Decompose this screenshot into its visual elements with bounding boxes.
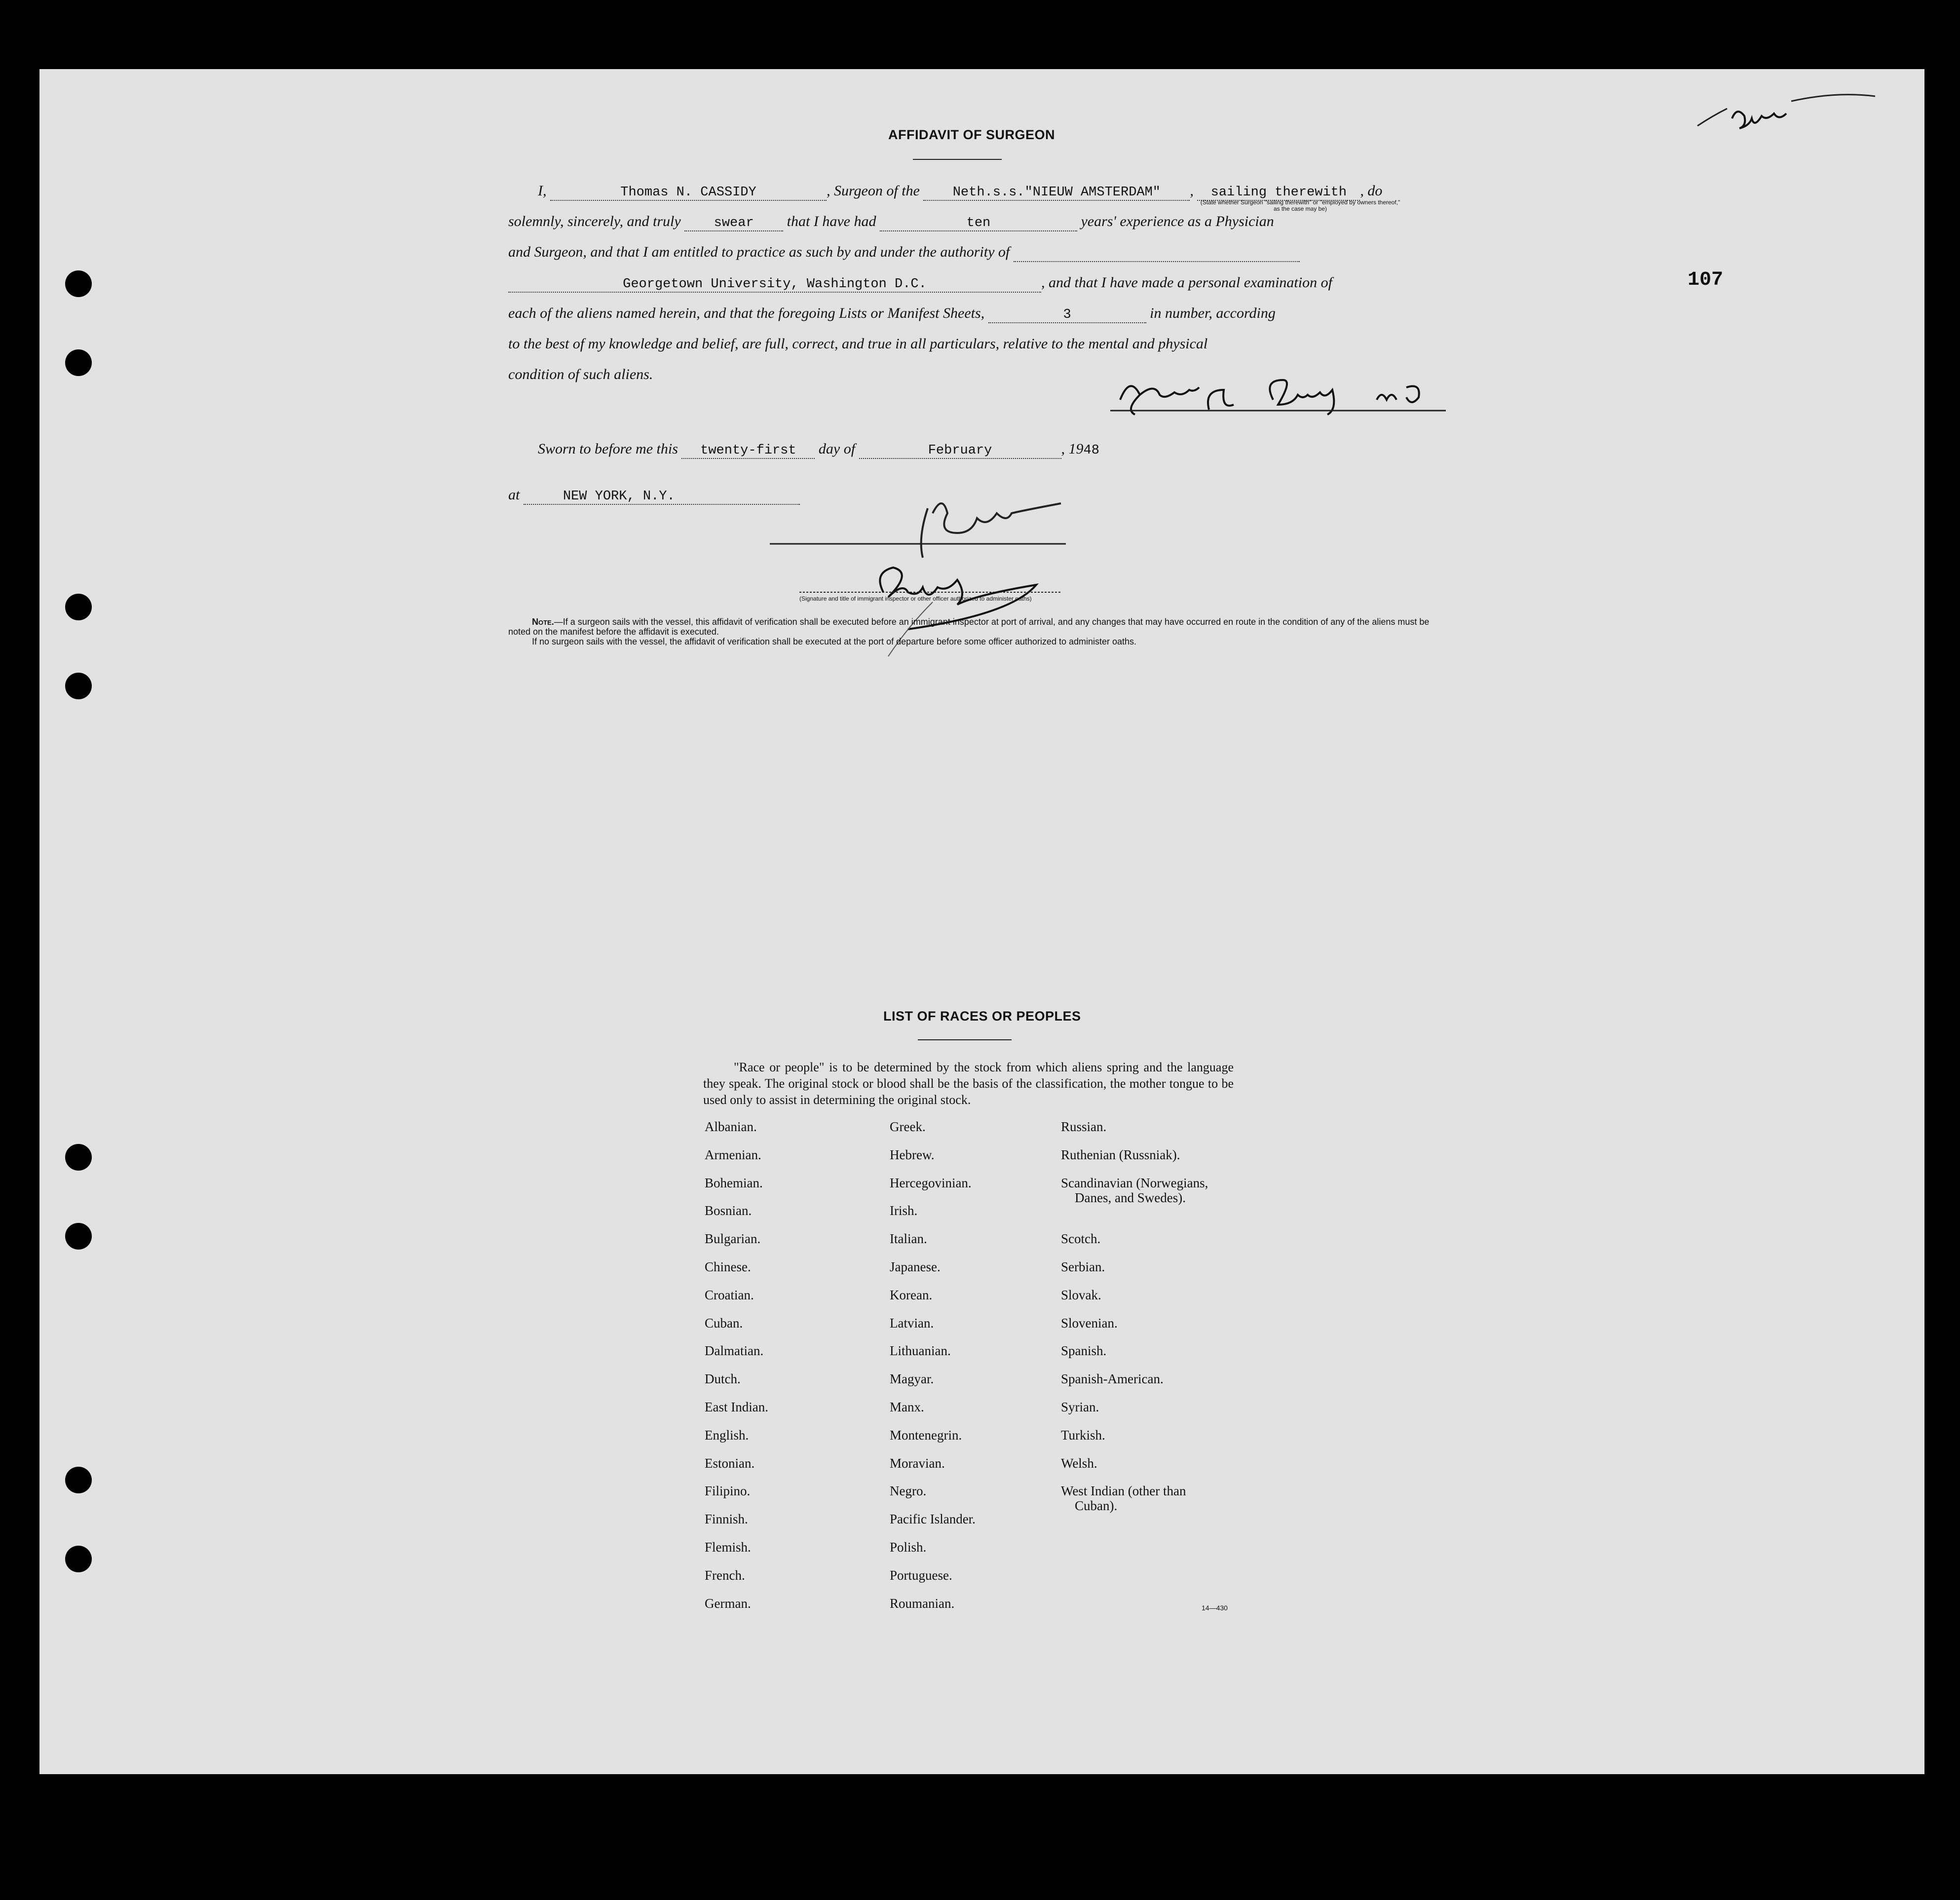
race-list-item: Portuguese.	[890, 1567, 952, 1583]
note-paragraph-2: If no surgeon sails with the vessel, the affidavit of verification shall be executed at the port of departure before some officer authorized to administer oaths.	[532, 637, 1137, 646]
race-list-item: Hercegovinian.	[890, 1175, 972, 1190]
affidavit-row-3	[508, 244, 1300, 262]
affidavit-row-6: to the best of my knowledge and belief, are full, correct, and true in all particulars, relative to the mental and physical	[508, 336, 1208, 352]
race-list-item: Moravian.	[890, 1455, 945, 1471]
comma-text: ,	[1190, 183, 1194, 199]
races-title-rule	[918, 1039, 1012, 1040]
race-list-item: Magyar.	[890, 1371, 934, 1387]
surgeon-name-field: Thomas N. CASSIDY	[550, 185, 827, 201]
race-list-item: Roumanian.	[890, 1596, 955, 1611]
sheet-count-field: 3	[988, 307, 1146, 323]
year-suffix-field: 48	[1083, 443, 1099, 458]
race-list-item: Dalmatian.	[705, 1343, 764, 1359]
race-list-item: Slovak.	[1061, 1287, 1101, 1302]
authority-lead-text: and Surgeon, and that I am entitled to practice as such by and under the authority of	[508, 244, 1010, 260]
sworn-row	[538, 441, 1099, 459]
authority-blank	[1014, 246, 1300, 262]
race-list-item: Armenian.	[705, 1147, 761, 1162]
race-list-item: Negro.	[890, 1483, 927, 1499]
punch-hole	[65, 1144, 92, 1171]
race-list-item: Cuban).	[1075, 1498, 1118, 1514]
page-number: 107	[1688, 269, 1724, 291]
punch-hole	[65, 1467, 92, 1493]
sworn-day-field: twenty-first	[681, 443, 815, 459]
race-list-item: Ruthenian (Russniak).	[1061, 1147, 1180, 1162]
inspector-signature	[770, 498, 1194, 681]
race-list-item: Cuban.	[705, 1315, 743, 1330]
oath-verb-field: swear	[684, 216, 783, 231]
race-list-item: English.	[705, 1427, 749, 1443]
race-list-item: Spanish-American.	[1061, 1371, 1164, 1387]
affidavit-row-5	[508, 305, 1276, 323]
margin-handwriting	[1697, 81, 1875, 155]
race-list-item: Danes, and Swedes).	[1075, 1190, 1186, 1205]
punch-hole	[65, 349, 92, 376]
punch-hole	[65, 1546, 92, 1572]
place-field: NEW YORK, N.Y.	[524, 489, 800, 505]
race-list-item: Slovenian.	[1061, 1315, 1118, 1330]
race-list-item: Spanish.	[1061, 1343, 1107, 1359]
note-label: Note.	[532, 617, 554, 627]
race-list-item: Pacific Islander.	[890, 1512, 976, 1527]
race-list-item: Bosnian.	[705, 1203, 752, 1218]
race-list-item: French.	[705, 1567, 745, 1583]
race-list-item: Turkish.	[1061, 1427, 1105, 1443]
race-list-item: Greek.	[890, 1119, 926, 1134]
race-list-item: Croatian.	[705, 1287, 754, 1302]
note-paragraph-1	[508, 617, 1441, 637]
race-list-item: Lithuanian.	[890, 1343, 951, 1359]
race-list-item: Dutch.	[705, 1371, 741, 1387]
surgeon-signature	[1110, 365, 1446, 424]
signature-caption: (Signature and title of immigrant inspector or other officer authorized to administer oaths)	[799, 595, 1032, 602]
race-list-item: Syrian.	[1061, 1400, 1099, 1414]
races-title: LIST OF RACES OR PEOPLES	[883, 1009, 1081, 1024]
race-list-item: Finnish.	[705, 1512, 748, 1527]
manifest-tail-text: in number, according	[1150, 305, 1276, 321]
race-list-item: Chinese.	[705, 1259, 751, 1274]
examination-text: , and that I have made a personal examination of	[1041, 274, 1332, 291]
race-list-item: Russian.	[1061, 1119, 1107, 1134]
document-sheet	[39, 69, 1924, 1774]
race-list-item: German.	[705, 1596, 751, 1611]
race-list-item: Estonian.	[705, 1455, 755, 1471]
affidavit-note	[508, 617, 1441, 646]
years-field: ten	[880, 216, 1077, 231]
race-list-item: Latvian.	[890, 1315, 934, 1330]
day-of-text: day of	[818, 441, 856, 457]
race-list-item: Bohemian.	[705, 1175, 763, 1190]
race-list-item: Italian.	[890, 1231, 927, 1247]
races-intro: "Race or people" is to be determined by the stock from which aliens spring and the language they speak. The original stock or blood shall be the basis of the classification, the mother tongue to be used only to assist in determining the original stock.	[703, 1060, 1234, 1107]
sworn-month-field: February	[859, 443, 1061, 459]
affidavit-row-2	[508, 213, 1274, 231]
race-list-item: Welsh.	[1061, 1455, 1097, 1471]
sworn-lead-text: Sworn to before me this	[538, 441, 678, 457]
experience-mid-text: that I have had	[787, 213, 876, 229]
vessel-field: Neth.s.s."NIEUW AMSTERDAM"	[923, 185, 1190, 201]
at-text: at	[508, 487, 520, 503]
form-number: 14—430	[1202, 1604, 1228, 1612]
race-list-item: Scotch.	[1061, 1231, 1101, 1247]
race-list-item: Hebrew.	[890, 1147, 935, 1162]
affidavit-title: AFFIDAVIT OF SURGEON	[888, 127, 1055, 142]
authority-field: Georgetown University, Washington D.C.	[508, 277, 1041, 293]
year-prefix-text: , 19	[1061, 441, 1084, 457]
race-list-item: Japanese.	[890, 1259, 941, 1274]
race-list-item: Polish.	[890, 1540, 927, 1555]
punch-hole	[65, 673, 92, 699]
affidavit-title-rule	[913, 159, 1002, 160]
race-list-item: Irish.	[890, 1203, 918, 1218]
affidavit-row-1	[538, 183, 1382, 201]
punch-hole	[65, 1223, 92, 1250]
experience-tail-text: years' experience as a Physician	[1081, 213, 1274, 229]
affidavit-row-4	[508, 274, 1332, 293]
pronoun-text: I,	[538, 183, 547, 199]
race-list-item: Korean.	[890, 1287, 933, 1302]
punch-hole	[65, 594, 92, 620]
race-list-item: Manx.	[890, 1400, 924, 1414]
race-list-item: Montenegrin.	[890, 1427, 962, 1443]
race-list-item: Bulgarian.	[705, 1231, 761, 1247]
race-list-item: West Indian (other than	[1061, 1483, 1186, 1499]
race-list-item: Filipino.	[705, 1483, 751, 1499]
note-text-1: —If a surgeon sails with the vessel, this affidavit of verification shall be executed before an immigrant inspector at port of arrival, and any changes that may have occurred en route in the condition of any of the aliens must be noted on the manifest before the affidavit is executed.	[508, 617, 1430, 637]
sailing-status-note: (State whether Surgeon "sailing therewith" or "employed by owners thereof," as the case may be)	[1200, 199, 1400, 212]
race-list-item: Albanian.	[705, 1119, 757, 1134]
place-row	[508, 487, 800, 505]
punch-hole	[65, 270, 92, 297]
race-list-item: Flemish.	[705, 1540, 751, 1555]
surgeon-of-text: , Surgeon of the	[827, 183, 920, 199]
oath-lead-text: solemnly, sincerely, and truly	[508, 213, 681, 229]
manifest-lead-text: each of the aliens named herein, and that the foregoing Lists or Manifest Sheets,	[508, 305, 985, 321]
sailing-status-field: sailing therewith	[1197, 185, 1360, 201]
race-list-item: Scandinavian (Norwegians,	[1061, 1175, 1208, 1190]
affidavit-row-7: condition of such aliens.	[508, 366, 653, 382]
do-text: , do	[1360, 183, 1383, 199]
race-list-item: East Indian.	[705, 1400, 768, 1414]
race-list-item: Serbian.	[1061, 1259, 1105, 1274]
